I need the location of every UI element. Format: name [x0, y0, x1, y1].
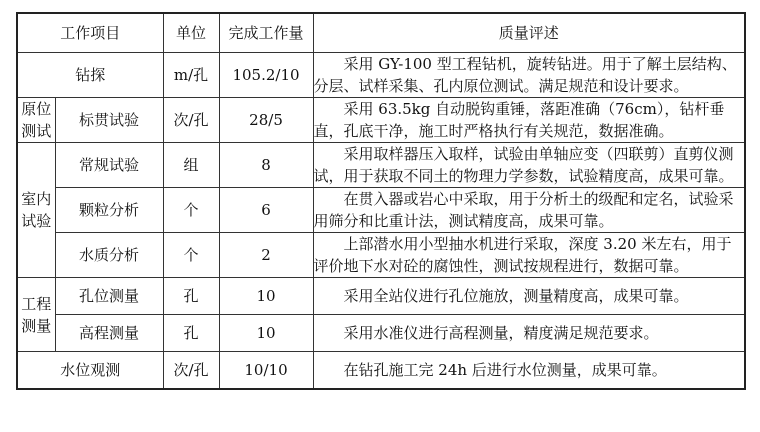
amount-cell: 28/5 — [219, 98, 313, 143]
quality-cell: 采用 GY-100 型工程钻机，旋转钻进。用于了解土层结构、分层、试样采集、孔内原位测试。满足规范和设计要求。 — [313, 53, 745, 98]
amount-cell: 10/10 — [219, 352, 313, 390]
item-water-analysis: 水质分析 — [55, 233, 163, 278]
item-water-level: 水位观测 — [17, 352, 163, 390]
unit-cell: 次/孔 — [163, 98, 219, 143]
unit-cell: 孔 — [163, 278, 219, 315]
header-quality: 质量评述 — [313, 13, 745, 53]
quality-cell: 上部潜水用小型抽水机进行采取，深度 3.20 米左右，用于评价地下水对砼的腐蚀性，测试按规程进行，数据可靠。 — [313, 233, 745, 278]
unit-cell: 孔 — [163, 315, 219, 352]
item-hole-survey: 孔位测量 — [55, 278, 163, 315]
table-row — [17, 188, 745, 233]
category-lab-test: 室内试验 — [17, 143, 55, 278]
unit-cell: 个 — [163, 188, 219, 233]
category-in-situ-test: 原位测试 — [17, 98, 55, 143]
table-row — [17, 98, 745, 143]
amount-cell: 105.2/10 — [219, 53, 313, 98]
amount-cell: 8 — [219, 143, 313, 188]
quality-cell: 在贯入器或岩心中采取，用于分析土的级配和定名，试验采用筛分和比重计法，测试精度高，成果可靠。 — [313, 188, 745, 233]
table-row — [17, 233, 745, 278]
item-drilling: 钻探 — [17, 53, 163, 98]
table-row — [17, 315, 745, 352]
quality-cell: 在钻孔施工完 24h 后进行水位测量，成果可靠。 — [313, 352, 745, 390]
item-spt: 标贯试验 — [55, 98, 163, 143]
table-row — [17, 143, 745, 188]
unit-cell: 个 — [163, 233, 219, 278]
category-engineering-survey: 工程测量 — [17, 278, 55, 352]
item-elevation-survey: 高程测量 — [55, 315, 163, 352]
header-row — [17, 13, 745, 53]
quality-cell: 采用取样器压入取样，试验由单轴应变（四联剪）直剪仪测试，用于获取不同土的物理力学参数，试验精度高，成果可靠。 — [313, 143, 745, 188]
unit-cell: 次/孔 — [163, 352, 219, 390]
amount-cell: 10 — [219, 315, 313, 352]
amount-cell: 10 — [219, 278, 313, 315]
quality-cell: 采用全站仪进行孔位施放，测量精度高，成果可靠。 — [313, 278, 745, 315]
unit-cell: 组 — [163, 143, 219, 188]
amount-cell: 6 — [219, 188, 313, 233]
quality-cell: 采用水准仪进行高程测量，精度满足规范要求。 — [313, 315, 745, 352]
table-row — [17, 278, 745, 315]
quality-cell: 采用 63.5kg 自动脱钩重锤，落距准确（76cm），钻杆垂直，孔底干净，施工时严格执行有关规范，数据准确。 — [313, 98, 745, 143]
item-grain-analysis: 颗粒分析 — [55, 188, 163, 233]
table-row — [17, 352, 745, 390]
header-amount: 完成工作量 — [219, 13, 313, 53]
item-conventional-test: 常规试验 — [55, 143, 163, 188]
header-unit: 单位 — [163, 13, 219, 53]
header-work-item: 工作项目 — [17, 13, 163, 53]
amount-cell: 2 — [219, 233, 313, 278]
unit-cell: m/孔 — [163, 53, 219, 98]
work-summary-table — [16, 12, 746, 390]
table-row — [17, 53, 745, 98]
